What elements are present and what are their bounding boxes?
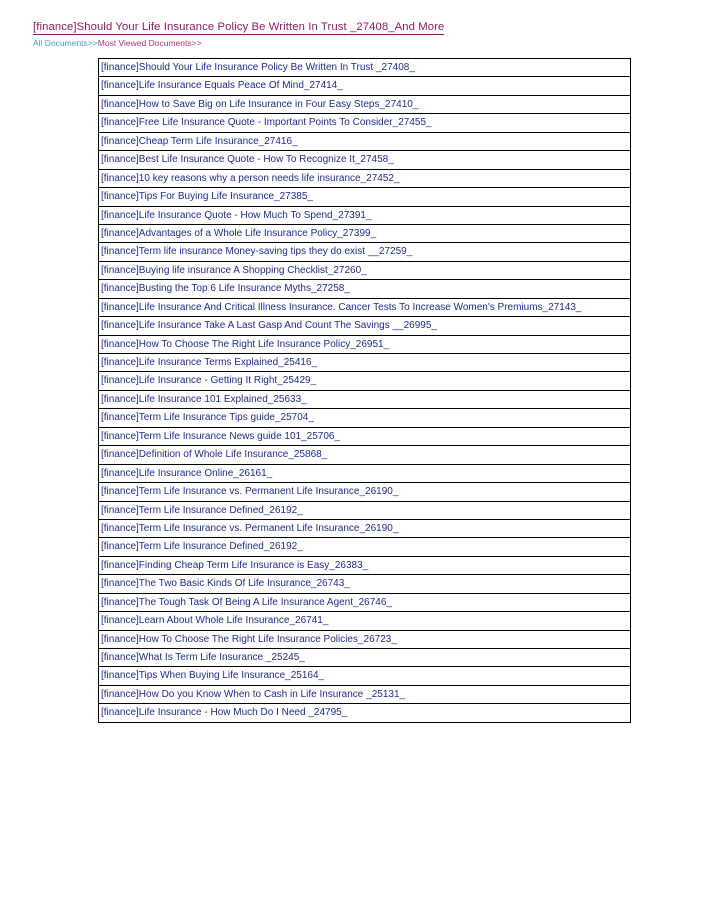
document-link[interactable]: [finance]How To Choose The Right Life Insurance Policy_26951_ [99, 336, 630, 354]
page-title: [finance]Should Your Life Insurance Policy Be Written In Trust _27408_And More [33, 21, 445, 33]
document-link[interactable]: [finance]Advantages of a Whole Life Insurance Policy_27399_ [99, 225, 630, 243]
document-link[interactable]: [finance]Finding Cheap Term Life Insurance is Easy_26383_ [99, 557, 630, 575]
document-link[interactable]: [finance]How to Save Big on Life Insurance in Four Easy Steps_27410_ [99, 96, 630, 114]
document-link[interactable]: [finance]Life Insurance Equals Peace Of Mind_27414_ [99, 77, 630, 95]
document-link[interactable]: [finance]How To Choose The Right Life Insurance Policies_26723_ [99, 631, 630, 649]
document-link[interactable]: [finance]10 key reasons why a person needs life insurance_27452_ [99, 170, 630, 188]
document-link[interactable]: [finance]What Is Term Life Insurance _25245_ [99, 649, 630, 667]
document-list [98, 58, 631, 723]
document-link[interactable]: [finance]The Two Basic Kinds Of Life Insurance_26743_ [99, 575, 630, 593]
document-link[interactable]: [finance]Life Insurance - How Much Do I Need _24795_ [99, 704, 630, 722]
document-link[interactable]: [finance]Term Life Insurance Defined_26192_ [99, 502, 630, 520]
document-link[interactable]: [finance]Life Insurance 101 Explained_25633_ [99, 391, 630, 409]
document-link[interactable]: [finance]Learn About Whole Life Insurance_26741_ [99, 612, 630, 630]
document-link[interactable]: [finance]Life Insurance Terms Explained_25416_ [99, 354, 630, 372]
document-link[interactable]: [finance]How Do you Know When to Cash in Life Insurance _25131_ [99, 686, 630, 704]
document-link[interactable]: [finance]Term life insurance Money-saving tips they do exist __27259_ [99, 243, 630, 261]
document-link[interactable]: [finance]Life Insurance Online_26161_ [99, 465, 630, 483]
document-link[interactable]: [finance]Should Your Life Insurance Policy Be Written In Trust _27408_ [99, 59, 630, 77]
document-link[interactable]: [finance]Free Life Insurance Quote - Important Points To Consider_27455_ [99, 114, 630, 132]
document-link[interactable]: [finance]Life Insurance And Critical Illness Insurance. Cancer Tests To Increase Women's Premiums_27143_ [99, 299, 630, 317]
document-link[interactable]: [finance]Life Insurance Take A Last Gasp And Count The Savings __26995_ [99, 317, 630, 335]
document-link[interactable]: [finance]Tips When Buying Life Insurance_25164_ [99, 667, 630, 685]
document-link[interactable]: [finance]Term Life Insurance vs. Permanent Life Insurance_26190_ [99, 483, 630, 501]
breadcrumb-most-viewed[interactable]: Most Viewed Documents [97, 38, 192, 48]
document-link[interactable]: [finance]The Tough Task Of Being A Life Insurance Agent_26746_ [99, 594, 630, 612]
document-link[interactable]: [finance]Term Life Insurance Tips guide_25704_ [99, 409, 630, 427]
breadcrumb [33, 38, 202, 48]
document-link[interactable]: [finance]Cheap Term Life Insurance_27416_ [99, 133, 630, 151]
document-link[interactable]: [finance]Best Life Insurance Quote - How To Recognize It_27458_ [99, 151, 630, 169]
breadcrumb-all-documents[interactable]: All Documents [33, 38, 88, 48]
document-link[interactable]: [finance]Term Life Insurance vs. Permanent Life Insurance_26190_ [99, 520, 630, 538]
document-link[interactable]: [finance]Term Life Insurance News guide 101_25706_ [99, 428, 630, 446]
document-link[interactable]: [finance]Buying life insurance A Shopping Checklist_27260_ [99, 262, 630, 280]
document-link[interactable]: [finance]Definition of Whole Life Insurance_25868_ [99, 446, 630, 464]
breadcrumb-trailing-separator: >> [191, 38, 202, 48]
document-link[interactable]: [finance]Life Insurance Quote - How Much To Spend_27391_ [99, 207, 630, 225]
document-link[interactable]: [finance]Tips For Buying Life Insurance_27385_ [99, 188, 630, 206]
document-link[interactable]: [finance]Life Insurance - Getting It Right_25429_ [99, 372, 630, 390]
breadcrumb-separator: >> [87, 38, 98, 48]
document-link[interactable]: [finance]Term Life Insurance Defined_26192_ [99, 538, 630, 556]
document-link[interactable]: [finance]Busting the Top 6 Life Insurance Myths_27258_ [99, 280, 630, 298]
